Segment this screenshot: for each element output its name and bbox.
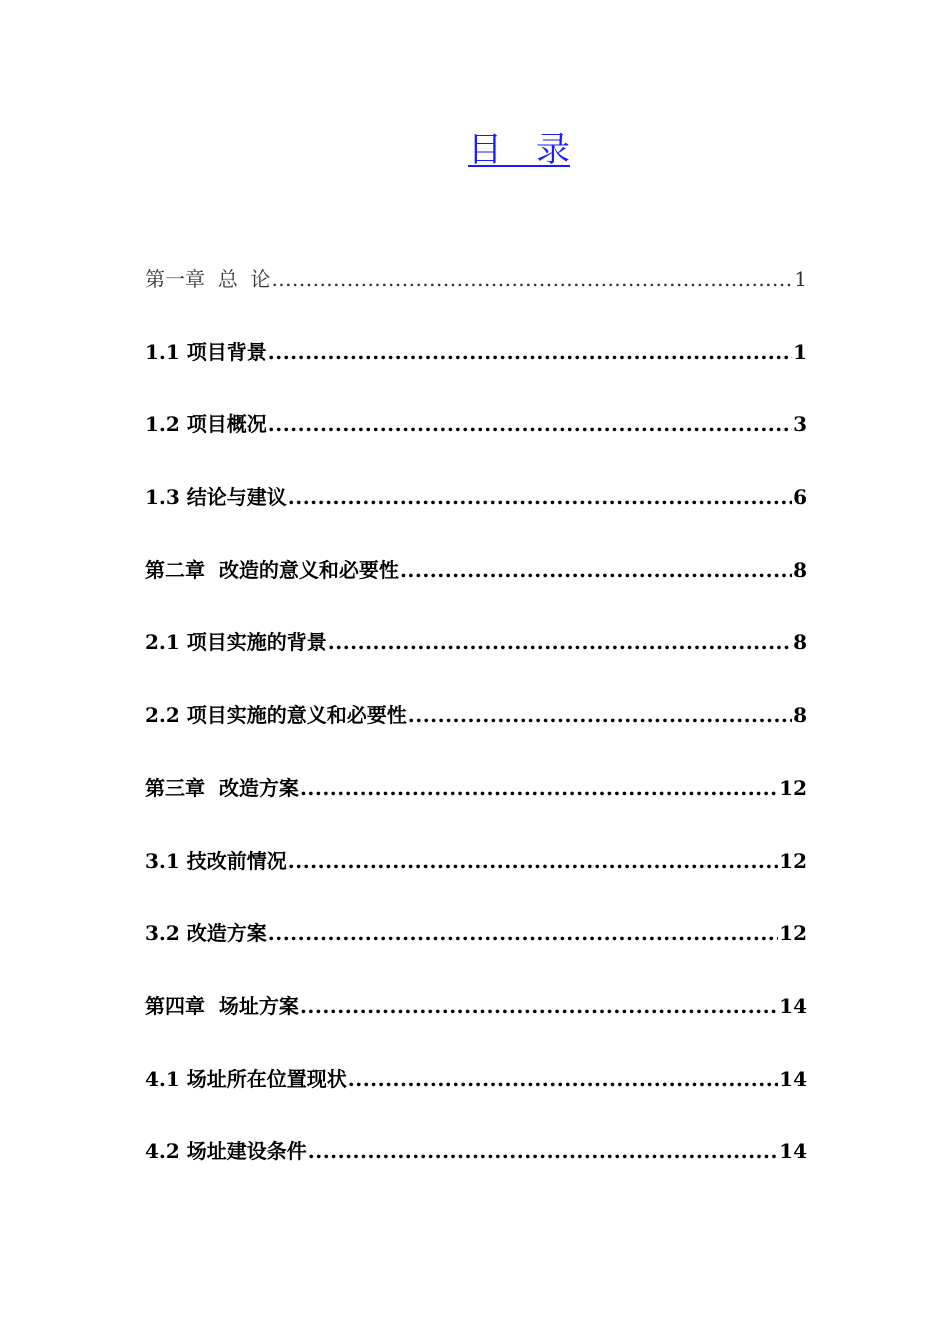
toc-dot-leader	[268, 333, 792, 371]
toc-entry-chapter-4[interactable]	[145, 987, 807, 1060]
toc-entry-page: 12	[779, 775, 807, 800]
toc-entry-label: 4.2 场址建设条件	[145, 1139, 307, 1164]
toc-entry-label: 1.3 结论与建议	[145, 485, 287, 510]
toc-entry-label: 第三章 改造方案	[145, 775, 299, 800]
toc-entry-3-2[interactable]	[145, 914, 807, 987]
toc-entry-page: 1	[793, 339, 807, 364]
toc-entry-label: 4.1 场址所在位置现状	[145, 1066, 347, 1091]
toc-dot-leader	[308, 1132, 778, 1170]
toc-dot-leader	[408, 696, 792, 734]
toc-title[interactable]: 目 录	[468, 130, 570, 170]
toc-entry-1-3[interactable]	[145, 478, 807, 551]
toc-entry-label: 3.2 改造方案	[145, 921, 267, 946]
toc-dot-leader	[400, 551, 792, 589]
toc-dot-leader	[288, 478, 792, 516]
toc-entry-chapter-2[interactable]	[145, 551, 807, 624]
toc-entry-label: 第二章 改造的意义和必要性	[145, 557, 399, 582]
toc-dot-leader	[328, 623, 792, 661]
toc-dot-leader	[268, 405, 792, 443]
toc-entry-label: 2.2 项目实施的意义和必要性	[145, 703, 407, 728]
toc-entry-page: 3	[793, 412, 807, 437]
toc-entry-page: 1	[794, 267, 807, 291]
toc-entry-2-1[interactable]	[145, 623, 807, 696]
toc-entry-label: 第四章 场址方案	[145, 993, 299, 1018]
toc-entry-page: 8	[793, 557, 807, 582]
toc-entry-page: 8	[793, 703, 807, 728]
toc-entry-chapter-1[interactable]	[145, 260, 807, 333]
toc-entry-page: 12	[779, 921, 807, 946]
toc-entry-2-2[interactable]	[145, 696, 807, 769]
toc-dot-leader	[300, 769, 778, 807]
toc-entry-label: 1.1 项目背景	[145, 339, 267, 364]
toc-dot-leader	[271, 260, 793, 298]
toc-entry-4-2[interactable]	[145, 1132, 807, 1205]
toc-entry-page: 14	[779, 993, 807, 1018]
toc-list	[145, 260, 807, 1205]
toc-entry-4-1[interactable]	[145, 1060, 807, 1133]
toc-entry-page: 6	[793, 485, 807, 510]
toc-entry-label: 2.1 项目实施的背景	[145, 630, 327, 655]
toc-entry-page: 12	[779, 848, 807, 873]
toc-entry-page: 14	[779, 1066, 807, 1091]
toc-entry-label: 3.1 技改前情况	[145, 848, 287, 873]
toc-entry-label: 第一章 总 论	[145, 267, 271, 291]
toc-entry-1-1[interactable]	[145, 333, 807, 406]
toc-entry-3-1[interactable]	[145, 842, 807, 915]
toc-entry-chapter-3[interactable]	[145, 769, 807, 842]
toc-entry-label: 1.2 项目概况	[145, 412, 267, 437]
toc-dot-leader	[288, 842, 778, 880]
toc-dot-leader	[348, 1060, 778, 1098]
toc-dot-leader	[300, 987, 778, 1025]
toc-entry-page: 8	[793, 630, 807, 655]
toc-dot-leader	[268, 914, 778, 952]
toc-entry-1-2[interactable]	[145, 405, 807, 478]
toc-entry-page: 14	[779, 1139, 807, 1164]
